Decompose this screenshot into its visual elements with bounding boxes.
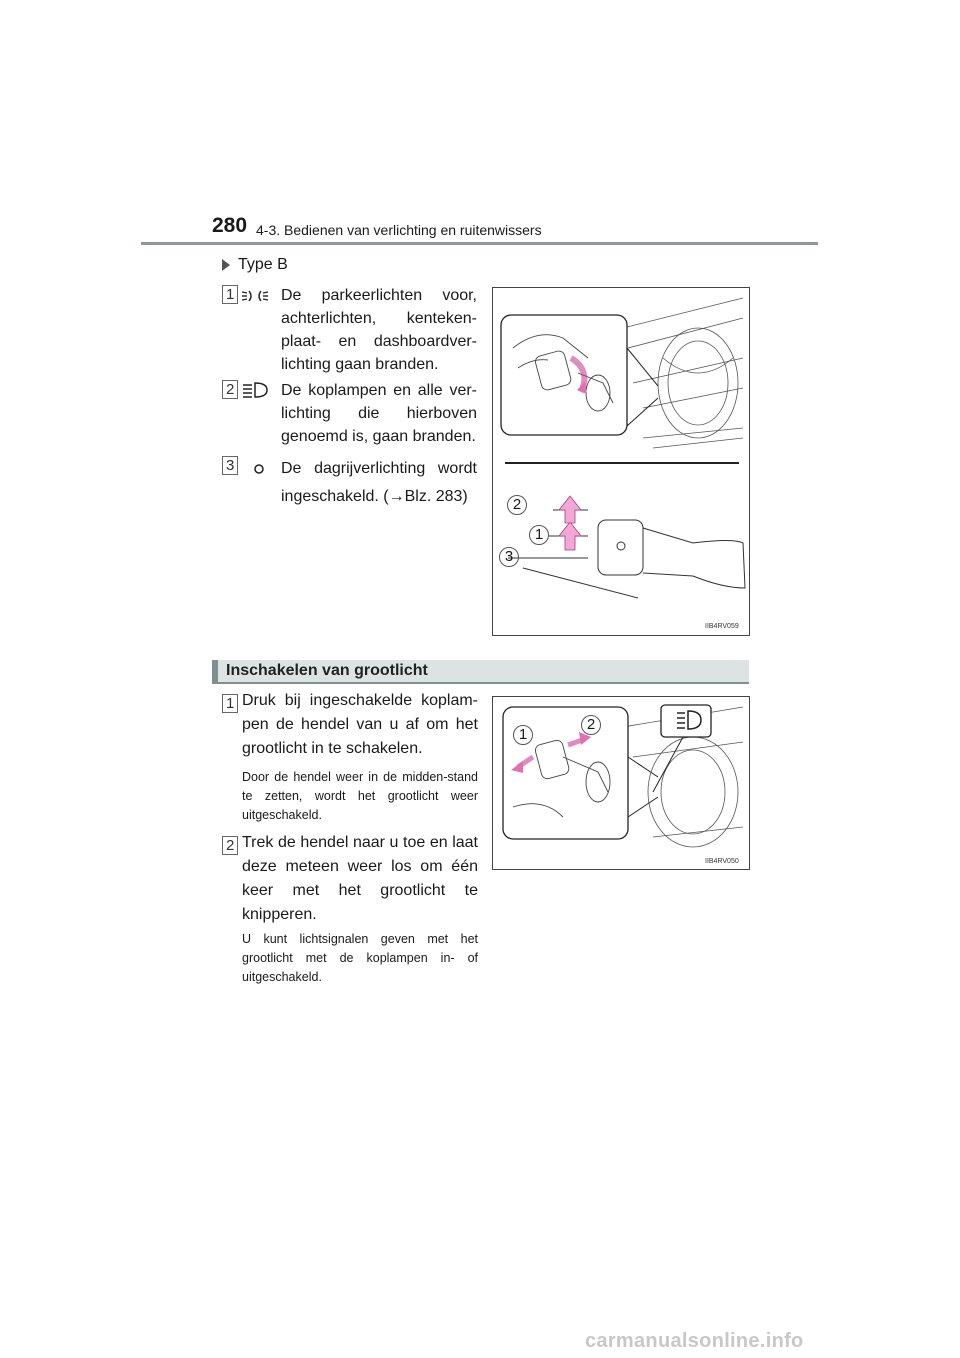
headlights-icon [240,380,270,400]
item-1-text: De parkeerlichten voor, achterlichten, kenteken-plaat- en dashboardver-lichting gaan branden. [281,287,477,373]
figure-high-beam [492,696,750,870]
watermark: carmanualsonline.info [585,1330,804,1352]
hb-item-1-note: Door de hendel weer in de midden-stand te zetten, wordt het grootlicht weer uitgeschakeld. [242,770,478,822]
figure-callout-1: 1 [513,725,533,745]
parking-lights-icon [240,286,270,306]
figure-code: IIB4RV050 [705,858,739,865]
item-3-number: 3 [222,456,238,475]
item-2-text: De koplampen en alle ver-lichting die hierboven genoemd is, gaan branden. [281,382,477,445]
high-beam-illustration [493,697,749,869]
daytime-running-light-icon [244,458,274,478]
page-number: 280 [212,214,248,237]
item-1-number: 1 [222,285,238,304]
light-switch-illustration [493,288,749,635]
hb-item-2-number: 2 [222,836,238,855]
item-2-number: 2 [222,380,238,399]
type-b-heading [222,256,288,274]
figure-callout-2: 2 [507,495,527,515]
figure-code: IIB4RV059 [705,623,739,630]
triangle-bullet-icon [222,259,230,271]
item-3-text: De dagrijverlichting wordt ingeschakeld. (→Blz. 283) [281,460,477,505]
figure-callout-3: 3 [499,547,519,567]
figure-callout-1: 1 [529,525,549,545]
type-b-label: Type B [238,256,288,273]
header-rule [141,242,818,245]
hb-item-1-text: Druk bij ingeschakelde koplam-pen de hendel van u af om het grootlicht in te schakelen. [242,692,478,757]
section-heading-high-beam: Inschakelen van grootlicht [226,662,428,679]
figure-light-switch-type-b [492,287,750,636]
figure-callout-2: 2 [581,715,601,735]
hb-item-2-note: U kunt lichtsignalen geven met het grootlicht met de koplampen in- of uitgeschakeld. [242,932,478,984]
section-title: 4-3. Bedienen van verlichting en ruitenwissers [256,222,542,238]
hb-item-1-number: 1 [222,694,238,713]
hb-item-2-text: Trek de hendel naar u toe en laat deze meteen weer los om één keer met het grootlicht te knipperen. [242,834,478,923]
